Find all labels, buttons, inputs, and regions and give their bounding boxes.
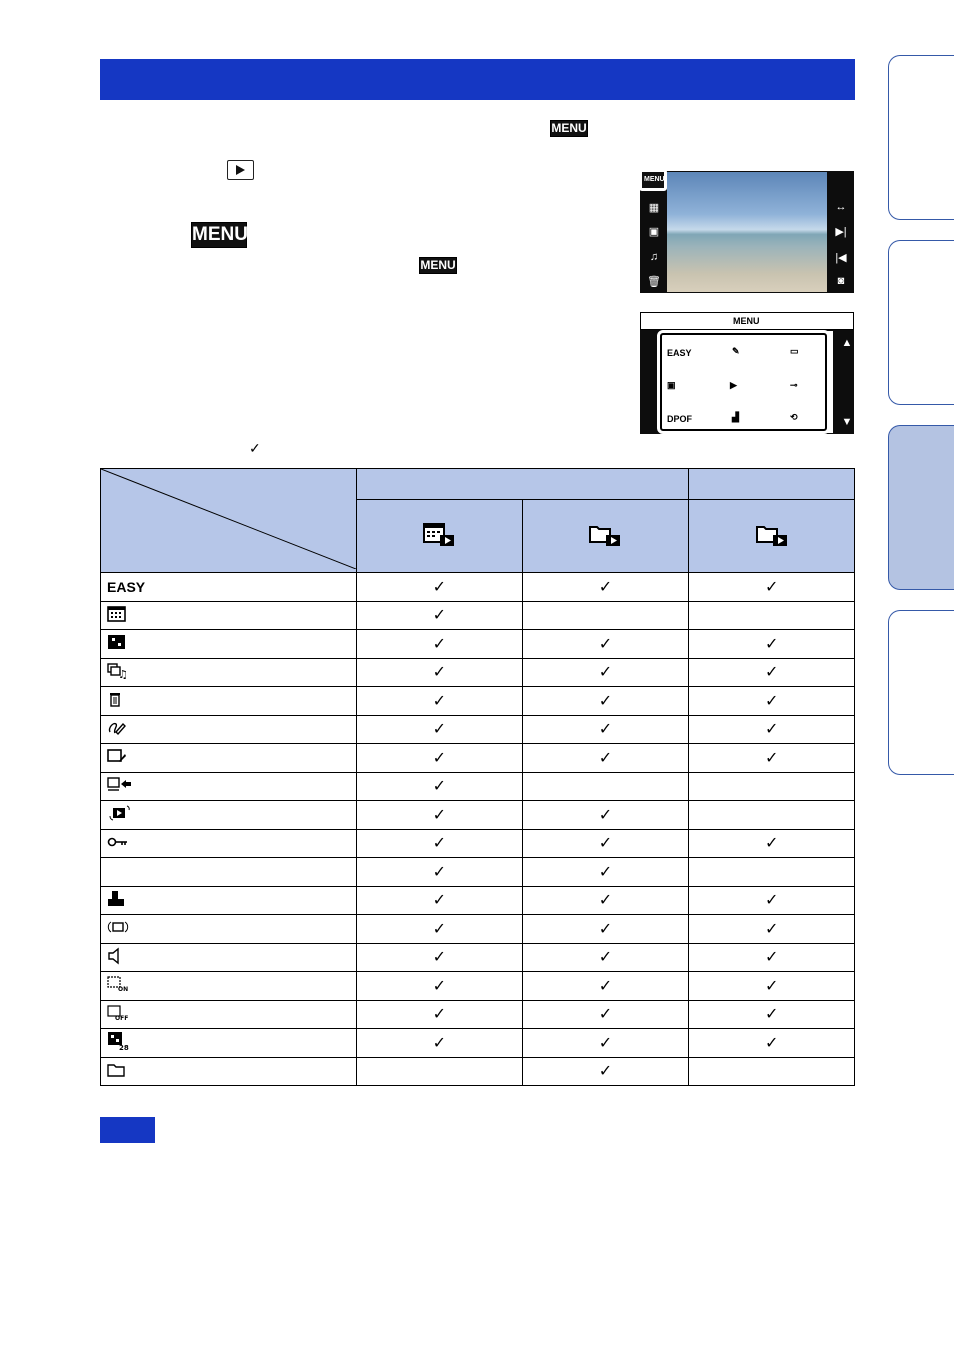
availability-cell <box>357 630 523 659</box>
availability-cell <box>689 915 855 944</box>
check-mark: ✓ <box>598 920 613 938</box>
availability-cell <box>522 715 689 744</box>
table-row <box>101 801 855 830</box>
calendar-icon: ▦ <box>648 202 660 214</box>
availability-cell <box>689 1000 855 1029</box>
availability-cell <box>357 658 523 687</box>
corner-cell <box>101 469 357 573</box>
table-row <box>101 658 855 687</box>
table-row <box>101 630 855 659</box>
prev-icon: |◀ <box>835 252 847 264</box>
function-cell <box>101 744 357 773</box>
table-row <box>101 601 855 630</box>
check-mark: ✓ <box>764 920 779 938</box>
check-mark: ✓ <box>598 749 613 767</box>
availability-cell <box>689 943 855 972</box>
availability-cell <box>357 1029 523 1058</box>
table-row <box>101 1000 855 1029</box>
availability-cell <box>522 915 689 944</box>
check-mark: ✓ <box>764 578 779 596</box>
retouch-icon[interactable]: ▭ <box>790 346 799 356</box>
function-table <box>100 468 855 1086</box>
header-folder-view-1 <box>522 500 689 573</box>
check-mark-icon: ✓ <box>249 440 261 456</box>
camera-menu-screen <box>640 312 854 434</box>
menu-badge: MENU <box>551 121 587 135</box>
table-row <box>101 715 855 744</box>
table-row <box>101 915 855 944</box>
trash-icon: 🗑 <box>647 276 661 288</box>
availability-cell <box>689 772 855 801</box>
availability-cell <box>522 573 689 602</box>
table-row <box>101 744 855 773</box>
check-mark: ✓ <box>764 749 779 767</box>
check-mark: ✓ <box>432 778 447 796</box>
table-row <box>101 858 855 887</box>
menu-header: MENU <box>640 312 854 330</box>
protect-key-icon[interactable]: ⊸ <box>790 380 798 390</box>
check-mark: ✓ <box>598 635 613 653</box>
availability-cell <box>357 601 523 630</box>
table-row <box>101 1029 855 1058</box>
availability-cell <box>357 744 523 773</box>
table-row <box>101 687 855 716</box>
check-mark: ✓ <box>598 692 613 710</box>
check-mark: ✓ <box>764 635 779 653</box>
volume-icon <box>107 947 127 968</box>
availability-cell <box>357 1057 523 1086</box>
menu-button[interactable]: MENU <box>639 169 667 191</box>
exif-on-icon <box>107 976 129 995</box>
availability-cell <box>689 687 855 716</box>
index-28-icon <box>107 1031 129 1054</box>
availability-cell <box>522 972 689 1001</box>
multi-resize-icon <box>107 804 131 825</box>
availability-cell <box>522 630 689 659</box>
folder-view-icon <box>588 522 622 548</box>
header-group-1 <box>357 469 689 500</box>
availability-cell <box>357 801 523 830</box>
check-mark: ✓ <box>598 1006 613 1024</box>
protect-key-icon <box>107 835 129 852</box>
availability-cell <box>522 1057 689 1086</box>
function-cell <box>101 943 357 972</box>
function-label: EASY <box>107 578 146 595</box>
availability-cell <box>522 886 689 915</box>
check-mark: ✓ <box>432 635 447 653</box>
function-cell <box>101 915 357 944</box>
folder-icon <box>107 1062 127 1081</box>
section-title-bar <box>100 59 855 100</box>
check-mark: ✓ <box>432 721 447 739</box>
print-icon <box>107 890 127 911</box>
availability-cell <box>522 801 689 830</box>
availability-cell <box>357 829 523 858</box>
check-mark: ✓ <box>598 1034 613 1052</box>
availability-cell <box>689 601 855 630</box>
side-tab-4[interactable] <box>888 610 954 775</box>
availability-cell <box>522 658 689 687</box>
table-row <box>101 943 855 972</box>
function-cell <box>101 1000 357 1029</box>
display-export-icon <box>107 777 133 796</box>
availability-cell <box>522 943 689 972</box>
availability-cell <box>522 687 689 716</box>
function-cell <box>101 601 357 630</box>
check-mark: ✓ <box>764 692 779 710</box>
availability-cell <box>522 1029 689 1058</box>
check-mark: ✓ <box>598 806 613 824</box>
availability-cell <box>689 1029 855 1058</box>
next-icon: ▶| <box>835 226 847 238</box>
camera-icon: ◙ <box>837 275 845 287</box>
check-mark: ✓ <box>764 721 779 739</box>
header-folder-view-2 <box>689 500 855 573</box>
function-cell <box>101 687 357 716</box>
availability-cell <box>689 801 855 830</box>
easy-item[interactable]: EASY <box>667 348 692 358</box>
availability-cell <box>357 772 523 801</box>
date-view-icon <box>422 522 456 548</box>
function-cell <box>101 573 357 602</box>
rotate-icon <box>107 919 129 938</box>
check-mark: ✓ <box>598 863 613 881</box>
check-mark: ✓ <box>432 578 447 596</box>
function-cell <box>101 801 357 830</box>
check-mark: ✓ <box>432 977 447 995</box>
check-mark: ✓ <box>764 664 779 682</box>
check-mark: ✓ <box>598 578 613 596</box>
check-mark: ✓ <box>764 892 779 910</box>
check-mark: ✓ <box>432 892 447 910</box>
table-row <box>101 829 855 858</box>
paint-icon <box>107 720 127 739</box>
retouch-icon <box>107 748 127 767</box>
availability-cell <box>357 715 523 744</box>
availability-cell <box>522 744 689 773</box>
check-mark: ✓ <box>432 749 447 767</box>
display-export-icon[interactable]: ▣ <box>667 380 676 390</box>
check-mark: ✓ <box>764 977 779 995</box>
availability-cell <box>357 687 523 716</box>
function-cell <box>101 1057 357 1086</box>
dpof-item[interactable]: DPOF <box>667 414 693 424</box>
exif-off-icon <box>107 1005 129 1024</box>
menu-highlight-frame <box>657 330 830 434</box>
header-date-view <box>357 500 523 573</box>
function-cell <box>101 858 357 887</box>
menu-badge-small: MENU <box>420 258 456 272</box>
function-cell <box>101 886 357 915</box>
side-tab-2[interactable] <box>888 240 954 405</box>
check-mark: ✓ <box>598 664 613 682</box>
table-row <box>101 886 855 915</box>
function-cell <box>101 972 357 1001</box>
check-mark: ✓ <box>432 692 447 710</box>
function-cell <box>101 772 357 801</box>
rotate-icon[interactable]: ⟲ <box>790 412 798 422</box>
availability-cell <box>522 601 689 630</box>
check-mark: ✓ <box>432 863 447 881</box>
menu-button-icon: MENU <box>191 222 247 248</box>
function-cell <box>101 715 357 744</box>
print-icon[interactable]: ▟ <box>732 412 739 422</box>
check-mark: ✓ <box>598 721 613 739</box>
availability-cell <box>689 630 855 659</box>
svg-text:28: 28 <box>119 1044 129 1052</box>
availability-cell <box>689 715 855 744</box>
check-mark: ✓ <box>598 1063 613 1081</box>
index-grid-icon: ▣ <box>648 226 660 238</box>
table-row <box>101 1057 855 1086</box>
note-badge <box>100 1117 155 1143</box>
availability-cell <box>357 573 523 602</box>
availability-cell <box>689 573 855 602</box>
slideshow-icon: ♫ <box>649 251 659 263</box>
availability-cell <box>689 858 855 887</box>
paint-icon[interactable]: ✎ <box>732 346 740 356</box>
camera-playback-screen <box>640 171 854 293</box>
availability-cell <box>357 943 523 972</box>
availability-cell <box>689 829 855 858</box>
table-row <box>101 772 855 801</box>
check-mark: ✓ <box>432 664 447 682</box>
function-cell <box>101 1029 357 1058</box>
scroll-down-icon[interactable]: ▼ <box>841 416 853 428</box>
check-mark: ✓ <box>598 949 613 967</box>
availability-cell <box>689 1057 855 1086</box>
side-tab-1[interactable] <box>888 55 954 220</box>
multi-resize-icon[interactable]: ▶ <box>730 380 737 390</box>
svg-text:OFF: OFF <box>115 1014 129 1021</box>
table-row <box>101 573 855 602</box>
scroll-up-icon[interactable]: ▲ <box>841 337 853 349</box>
availability-cell <box>689 744 855 773</box>
calendar-icon <box>107 606 127 625</box>
svg-text:♫: ♫ <box>118 667 127 679</box>
availability-cell <box>522 829 689 858</box>
function-cell <box>101 658 357 687</box>
availability-cell <box>689 886 855 915</box>
availability-cell <box>357 1000 523 1029</box>
playback-icon <box>227 160 254 180</box>
side-tab-3[interactable] <box>888 425 954 590</box>
check-mark: ✓ <box>598 892 613 910</box>
check-mark: ✓ <box>432 1034 447 1052</box>
size-icon: ↔ <box>835 201 847 213</box>
availability-cell <box>689 972 855 1001</box>
check-mark: ✓ <box>764 1034 779 1052</box>
table-row <box>101 972 855 1001</box>
check-mark: ✓ <box>432 1006 447 1024</box>
check-mark: ✓ <box>598 835 613 853</box>
beach-photo <box>667 172 827 292</box>
check-mark: ✓ <box>764 1006 779 1024</box>
check-mark: ✓ <box>432 949 447 967</box>
availability-cell <box>689 658 855 687</box>
trash-icon <box>107 691 127 710</box>
availability-cell <box>357 915 523 944</box>
check-mark: ✓ <box>432 607 447 625</box>
slideshow-music-icon <box>107 663 127 682</box>
availability-cell <box>522 858 689 887</box>
check-mark: ✓ <box>764 949 779 967</box>
availability-cell <box>357 886 523 915</box>
availability-cell <box>357 858 523 887</box>
check-mark: ✓ <box>432 835 447 853</box>
availability-cell <box>357 972 523 1001</box>
header-group-2 <box>689 469 855 500</box>
availability-cell <box>522 772 689 801</box>
check-mark: ✓ <box>764 835 779 853</box>
availability-cell <box>522 1000 689 1029</box>
function-cell <box>101 829 357 858</box>
check-mark: ✓ <box>598 977 613 995</box>
function-cell <box>101 630 357 659</box>
check-mark: ✓ <box>432 806 447 824</box>
folder-view-icon <box>755 522 789 548</box>
svg-text:ON: ON <box>118 986 129 993</box>
check-mark: ✓ <box>432 920 447 938</box>
index-grid-icon <box>107 634 127 653</box>
